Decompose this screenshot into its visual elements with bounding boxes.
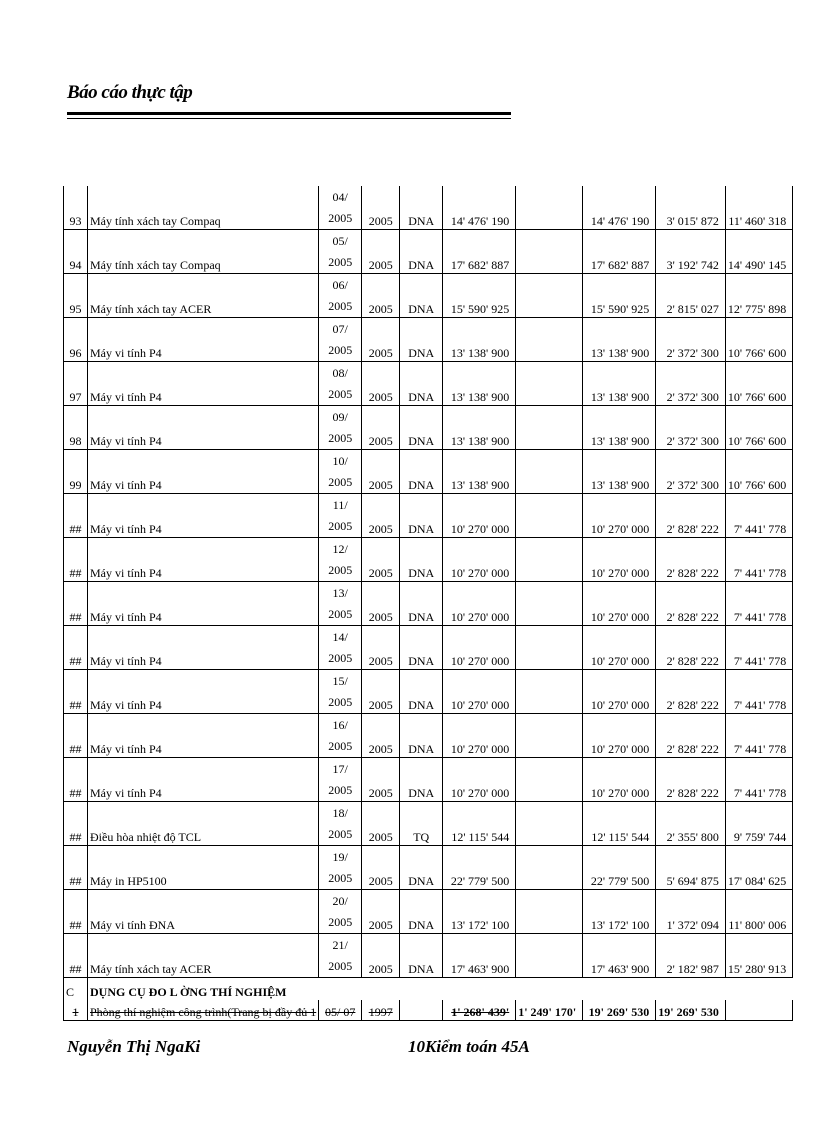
row-number-cell: 98	[64, 406, 88, 450]
total-dep-cell: 19' 269' 530	[656, 1000, 726, 1021]
original-cost-cell: 10' 270' 000	[443, 626, 516, 670]
date-bottom: 2005	[328, 299, 353, 313]
origin-cell: DNA	[400, 890, 443, 934]
origin-cell: DNA	[400, 494, 443, 538]
date-cell	[319, 802, 362, 846]
origin-cell: DNA	[400, 582, 443, 626]
blank-cell	[516, 758, 583, 802]
original-cost-cell: 10' 270' 000	[443, 582, 516, 626]
date-top: 18/	[332, 806, 348, 820]
original-cost-cell: 13' 138' 900	[443, 450, 516, 494]
origin-cell: DNA	[400, 758, 443, 802]
original-cost-cell: 13' 138' 900	[443, 362, 516, 406]
cost-total-cell: 10' 270' 000	[583, 582, 656, 626]
date-cell	[319, 362, 362, 406]
original-cost-cell: 22' 779' 500	[443, 846, 516, 890]
cost-total-cell: 13' 138' 900	[583, 450, 656, 494]
remaining-value-cell: 10' 766' 600	[725, 406, 792, 450]
date-bottom: 2005	[328, 651, 353, 665]
year-cell: 2005	[362, 626, 400, 670]
year-cell: 2005	[362, 538, 400, 582]
blank-cell	[516, 714, 583, 758]
date-bottom: 2005	[328, 959, 353, 973]
date-top: 14/	[332, 630, 348, 644]
origin-cell: DNA	[400, 230, 443, 274]
cost-total-cell: 12' 115' 544	[583, 802, 656, 846]
asset-name-cell: Máy tính xách tay Compaq	[88, 186, 319, 230]
row-number-cell: ##	[64, 494, 88, 538]
blank-cell	[516, 582, 583, 626]
table-row	[64, 934, 793, 978]
asset-name-cell: Máy vi tính P4	[88, 494, 319, 538]
origin-cell: DNA	[400, 934, 443, 978]
date-cell	[319, 450, 362, 494]
total-year-cell: 1997	[362, 1000, 400, 1021]
total-blank-cell: 1' 249' 170'	[516, 1000, 583, 1021]
depreciation-cell: 2' 355' 800	[656, 802, 726, 846]
origin-cell: DNA	[400, 406, 443, 450]
date-bottom: 2005	[328, 915, 353, 929]
table-row	[64, 670, 793, 714]
asset-name-cell: Máy vi tính P4	[88, 406, 319, 450]
date-top: 13/	[332, 586, 348, 600]
row-number-cell: ##	[64, 670, 88, 714]
remaining-value-cell: 10' 766' 600	[725, 318, 792, 362]
blank-cell	[516, 802, 583, 846]
row-number-cell: 97	[64, 362, 88, 406]
row-number-cell: 94	[64, 230, 88, 274]
blank-cell	[516, 450, 583, 494]
year-cell: 2005	[362, 230, 400, 274]
table-row	[64, 230, 793, 274]
row-number-cell: ##	[64, 846, 88, 890]
cost-total-cell: 13' 138' 900	[583, 318, 656, 362]
total-origin-cell	[400, 1000, 443, 1021]
origin-cell: DNA	[400, 362, 443, 406]
blank-cell	[516, 318, 583, 362]
cost-total-cell: 10' 270' 000	[583, 494, 656, 538]
original-cost-cell: 10' 270' 000	[443, 714, 516, 758]
date-top: 16/	[332, 718, 348, 732]
asset-name-cell: Máy vi tính P4	[88, 758, 319, 802]
row-number-cell: 95	[64, 274, 88, 318]
year-cell: 2005	[362, 802, 400, 846]
remaining-value-cell: 7' 441' 778	[725, 758, 792, 802]
original-cost-cell: 10' 270' 000	[443, 494, 516, 538]
row-number-cell: ##	[64, 714, 88, 758]
remaining-value-cell: 7' 441' 778	[725, 714, 792, 758]
remaining-value-cell: 10' 766' 600	[725, 450, 792, 494]
date-cell	[319, 626, 362, 670]
cost-total-cell: 10' 270' 000	[583, 626, 656, 670]
asset-name-cell: Máy tính xách tay Compaq	[88, 230, 319, 274]
asset-table	[63, 186, 793, 1021]
date-top: 05/	[332, 234, 348, 248]
date-top: 08/	[332, 366, 348, 380]
original-cost-cell: 17' 682' 887	[443, 230, 516, 274]
date-top: 07/	[332, 322, 348, 336]
year-cell: 2005	[362, 670, 400, 714]
asset-name-cell: Máy in HP5100	[88, 846, 319, 890]
year-cell: 2005	[362, 758, 400, 802]
date-bottom: 2005	[328, 387, 353, 401]
origin-cell: DNA	[400, 274, 443, 318]
remaining-value-cell: 7' 441' 778	[725, 670, 792, 714]
row-number-cell: ##	[64, 626, 88, 670]
date-top: 04/	[332, 190, 348, 204]
depreciation-cell: 2' 828' 222	[656, 538, 726, 582]
total-number-cell: 1	[64, 1000, 88, 1021]
date-top: 12/	[332, 542, 348, 556]
cost-total-cell: 10' 270' 000	[583, 714, 656, 758]
row-number-cell: 96	[64, 318, 88, 362]
original-cost-cell: 13' 138' 900	[443, 406, 516, 450]
remaining-value-cell: 17' 084' 625	[725, 846, 792, 890]
row-number-cell: ##	[64, 582, 88, 626]
total-cost2-cell: 19' 269' 530	[583, 1000, 656, 1021]
original-cost-cell: 12' 115' 544	[443, 802, 516, 846]
remaining-value-cell: 7' 441' 778	[725, 538, 792, 582]
date-top: 21/	[332, 938, 348, 952]
year-cell: 2005	[362, 714, 400, 758]
cost-total-cell: 17' 463' 900	[583, 934, 656, 978]
depreciation-cell: 2' 182' 987	[656, 934, 726, 978]
year-cell: 2005	[362, 934, 400, 978]
cost-total-cell: 10' 270' 000	[583, 538, 656, 582]
original-cost-cell: 14' 476' 190	[443, 186, 516, 230]
cost-total-cell: 10' 270' 000	[583, 758, 656, 802]
depreciation-cell: 2' 372' 300	[656, 362, 726, 406]
cost-total-cell: 14' 476' 190	[583, 186, 656, 230]
date-bottom: 2005	[328, 871, 353, 885]
remaining-value-cell: 11' 460' 318	[725, 186, 792, 230]
original-cost-cell: 13' 138' 900	[443, 318, 516, 362]
row-number-cell: ##	[64, 538, 88, 582]
total-row	[64, 1000, 793, 1021]
date-bottom: 2005	[328, 695, 353, 709]
date-cell	[319, 846, 362, 890]
date-bottom: 2005	[328, 519, 353, 533]
remaining-value-cell: 9' 759' 744	[725, 802, 792, 846]
blank-cell	[516, 494, 583, 538]
cost-total-cell: 17' 682' 887	[583, 230, 656, 274]
depreciation-cell: 2' 815' 027	[656, 274, 726, 318]
asset-name-cell: Máy vi tính P4	[88, 362, 319, 406]
table-row	[64, 890, 793, 934]
table-row	[64, 846, 793, 890]
table-row	[64, 362, 793, 406]
asset-name-cell: Máy vi tính P4	[88, 450, 319, 494]
section-code: C	[64, 978, 88, 1001]
blank-cell	[516, 626, 583, 670]
year-cell: 2005	[362, 318, 400, 362]
blank-cell	[516, 362, 583, 406]
header-rule-thin	[67, 118, 511, 119]
date-bottom: 2005	[328, 343, 353, 357]
table-row	[64, 802, 793, 846]
cost-total-cell: 15' 590' 925	[583, 274, 656, 318]
date-bottom: 2005	[328, 563, 353, 577]
depreciation-cell: 1' 372' 094	[656, 890, 726, 934]
remaining-value-cell: 15' 280' 913	[725, 934, 792, 978]
origin-cell: TQ	[400, 802, 443, 846]
date-bottom: 2005	[328, 607, 353, 621]
date-bottom: 2005	[328, 783, 353, 797]
cost-total-cell: 13' 138' 900	[583, 406, 656, 450]
date-cell	[319, 714, 362, 758]
table-row	[64, 318, 793, 362]
origin-cell: DNA	[400, 714, 443, 758]
date-cell	[319, 494, 362, 538]
remaining-value-cell: 7' 441' 778	[725, 494, 792, 538]
total-name-cell: Phòng thí nghiệm công trình(Trang bị đầy đủ 1	[88, 1000, 319, 1021]
year-cell: 2005	[362, 846, 400, 890]
origin-cell: DNA	[400, 186, 443, 230]
asset-name-cell: Máy vi tính P4	[88, 714, 319, 758]
remaining-value-cell: 7' 441' 778	[725, 626, 792, 670]
depreciation-cell: 2' 828' 222	[656, 714, 726, 758]
table-row	[64, 186, 793, 230]
date-cell	[319, 582, 362, 626]
depreciation-cell: 2' 828' 222	[656, 670, 726, 714]
date-top: 19/	[332, 850, 348, 864]
remaining-value-cell: 11' 800' 006	[725, 890, 792, 934]
asset-name-cell: Máy vi tính P4	[88, 538, 319, 582]
date-cell	[319, 406, 362, 450]
blank-cell	[516, 538, 583, 582]
asset-name-cell: Máy tính xách tay ACER	[88, 274, 319, 318]
date-bottom: 2005	[328, 475, 353, 489]
row-number-cell: 99	[64, 450, 88, 494]
remaining-value-cell: 12' 775' 898	[725, 274, 792, 318]
blank-cell	[516, 846, 583, 890]
footer-author: Nguyễn Thị NgaKi	[67, 1037, 201, 1056]
blank-cell	[516, 230, 583, 274]
depreciation-cell: 2' 372' 300	[656, 318, 726, 362]
date-cell	[319, 230, 362, 274]
original-cost-cell: 10' 270' 000	[443, 758, 516, 802]
date-bottom: 2005	[328, 431, 353, 445]
asset-name-cell: Máy vi tính P4	[88, 318, 319, 362]
year-cell: 2005	[362, 450, 400, 494]
remaining-value-cell: 14' 490' 145	[725, 230, 792, 274]
section-label: DỤNG CỤ ĐO L ỜNG THÍ NGHIỆM	[88, 978, 793, 1001]
depreciation-cell: 2' 372' 300	[656, 450, 726, 494]
original-cost-cell: 10' 270' 000	[443, 670, 516, 714]
origin-cell: DNA	[400, 670, 443, 714]
origin-cell: DNA	[400, 538, 443, 582]
table-row	[64, 538, 793, 582]
cost-total-cell: 10' 270' 000	[583, 670, 656, 714]
cost-total-cell: 13' 172' 100	[583, 890, 656, 934]
blank-cell	[516, 406, 583, 450]
year-cell: 2005	[362, 406, 400, 450]
blank-cell	[516, 934, 583, 978]
section-row	[64, 978, 793, 1001]
year-cell: 2005	[362, 362, 400, 406]
depreciation-cell: 2' 828' 222	[656, 626, 726, 670]
origin-cell: DNA	[400, 846, 443, 890]
date-bottom: 2005	[328, 739, 353, 753]
date-cell	[319, 890, 362, 934]
date-cell	[319, 670, 362, 714]
year-cell: 2005	[362, 582, 400, 626]
asset-name-cell: Máy vi tính P4	[88, 582, 319, 626]
row-number-cell: ##	[64, 802, 88, 846]
year-cell: 2005	[362, 494, 400, 538]
report-header-title: Báo cáo thực tập	[67, 82, 193, 103]
depreciation-cell: 2' 828' 222	[656, 758, 726, 802]
depreciation-cell: 2' 372' 300	[656, 406, 726, 450]
row-number-cell: ##	[64, 758, 88, 802]
depreciation-cell: 2' 828' 222	[656, 582, 726, 626]
date-top: 15/	[332, 674, 348, 688]
depreciation-cell: 3' 015' 872	[656, 186, 726, 230]
date-cell	[319, 186, 362, 230]
original-cost-cell: 15' 590' 925	[443, 274, 516, 318]
date-top: 06/	[332, 278, 348, 292]
blank-cell	[516, 890, 583, 934]
depreciation-cell: 3' 192' 742	[656, 230, 726, 274]
table-row	[64, 274, 793, 318]
year-cell: 2005	[362, 186, 400, 230]
date-bottom: 2005	[328, 827, 353, 841]
date-bottom: 2005	[328, 211, 353, 225]
depreciation-cell: 2' 828' 222	[656, 494, 726, 538]
cost-total-cell: 13' 138' 900	[583, 362, 656, 406]
blank-cell	[516, 186, 583, 230]
total-date-cell: 05/ 07	[319, 1000, 362, 1021]
blank-cell	[516, 670, 583, 714]
asset-name-cell: Máy vi tính ĐNA	[88, 890, 319, 934]
total-cost-cell: 1' 268' 439'	[443, 1000, 516, 1021]
blank-cell	[516, 274, 583, 318]
asset-name-cell: Điều hòa nhiệt độ TCL	[88, 802, 319, 846]
date-top: 11/	[332, 498, 348, 512]
asset-table-body	[64, 186, 793, 1021]
date-bottom: 2005	[328, 255, 353, 269]
date-top: 17/	[332, 762, 348, 776]
cost-total-cell: 22' 779' 500	[583, 846, 656, 890]
row-number-cell: ##	[64, 934, 88, 978]
remaining-value-cell: 7' 441' 778	[725, 582, 792, 626]
table-row	[64, 406, 793, 450]
row-number-cell: ##	[64, 890, 88, 934]
year-cell: 2005	[362, 274, 400, 318]
date-cell	[319, 758, 362, 802]
asset-name-cell: Máy vi tính P4	[88, 670, 319, 714]
table-row	[64, 714, 793, 758]
depreciation-cell: 5' 694' 875	[656, 846, 726, 890]
date-top: 09/	[332, 410, 348, 424]
remaining-value-cell: 10' 766' 600	[725, 362, 792, 406]
date-cell	[319, 318, 362, 362]
date-top: 20/	[332, 894, 348, 908]
footer-class: 10Kiểm toán 45A	[408, 1037, 530, 1056]
origin-cell: DNA	[400, 626, 443, 670]
origin-cell: DNA	[400, 318, 443, 362]
table-row	[64, 450, 793, 494]
asset-name-cell: Máy vi tính P4	[88, 626, 319, 670]
table-row	[64, 758, 793, 802]
table-row	[64, 494, 793, 538]
date-cell	[319, 538, 362, 582]
original-cost-cell: 17' 463' 900	[443, 934, 516, 978]
origin-cell: DNA	[400, 450, 443, 494]
table-row	[64, 582, 793, 626]
original-cost-cell: 10' 270' 000	[443, 538, 516, 582]
table-row	[64, 626, 793, 670]
date-cell	[319, 934, 362, 978]
original-cost-cell: 13' 172' 100	[443, 890, 516, 934]
total-remain-cell	[725, 1000, 792, 1021]
asset-name-cell: Máy tính xách tay ACER	[88, 934, 319, 978]
row-number-cell: 93	[64, 186, 88, 230]
date-cell	[319, 274, 362, 318]
year-cell: 2005	[362, 890, 400, 934]
date-top: 10/	[332, 454, 348, 468]
